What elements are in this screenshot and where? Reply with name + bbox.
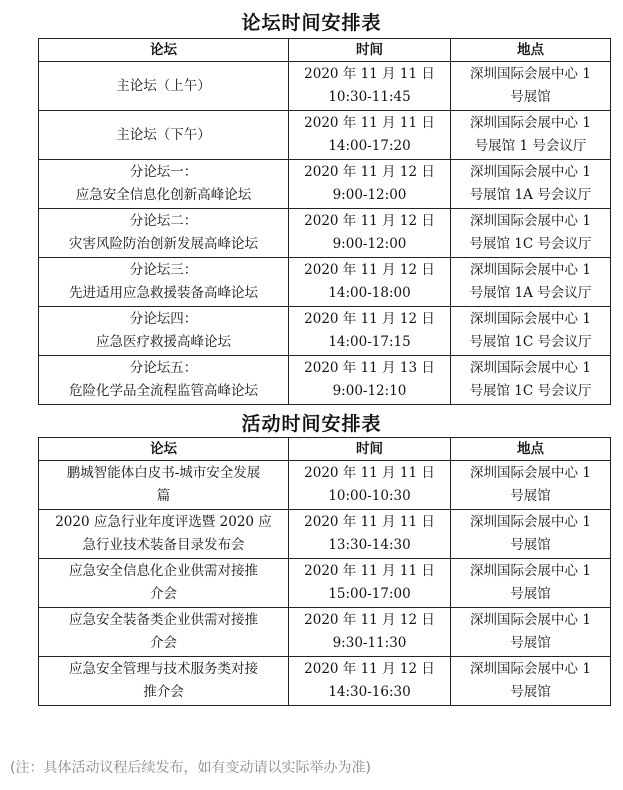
- cell-time-line: 2020 年 11 月 12 日: [304, 311, 435, 327]
- cell-time-line: 10:30-11:45: [328, 89, 411, 105]
- cell-time: [289, 209, 451, 258]
- header-time: 时间: [289, 39, 451, 62]
- table-row: [39, 657, 611, 706]
- cell-forum-line: 介会: [150, 635, 177, 651]
- cell-time-line: 2020 年 11 月 11 日: [304, 514, 435, 530]
- cell-place: [451, 209, 611, 258]
- cell-place-line: 深圳国际会展中心 1: [470, 66, 591, 82]
- cell-place-line: 号展馆 1A 号会议厅: [469, 285, 592, 301]
- cell-place-line: 号展馆 1A 号会议厅: [469, 187, 592, 203]
- cell-place-line: 深圳国际会展中心 1: [470, 115, 591, 131]
- table-row: [39, 209, 611, 258]
- cell-place-line: 深圳国际会展中心 1: [470, 465, 591, 481]
- cell-place-line: 深圳国际会展中心 1: [470, 360, 591, 376]
- cell-forum: [39, 608, 289, 657]
- cell-time: [289, 461, 451, 510]
- cell-place: [451, 307, 611, 356]
- cell-forum: [39, 209, 289, 258]
- cell-place: [451, 461, 611, 510]
- cell-forum-line: 介会: [150, 586, 177, 602]
- cell-time-line: 10:00-10:30: [328, 488, 411, 504]
- table-header-row: [39, 438, 611, 461]
- cell-forum: [39, 559, 289, 608]
- header-forum: 论坛: [39, 39, 289, 62]
- cell-forum-line: 2020 应急行业年度评选暨 2020 应: [55, 514, 272, 530]
- cell-place: [451, 111, 611, 160]
- cell-forum-line: 鹏城智能体白皮书-城市安全发展: [66, 465, 261, 481]
- cell-time: [289, 307, 451, 356]
- cell-forum: [39, 510, 289, 559]
- table-row: [39, 461, 611, 510]
- cell-forum: [39, 461, 289, 510]
- forum-table-title: 论坛时间安排表: [241, 12, 382, 34]
- cell-time-line: 9:00-12:00: [332, 236, 407, 252]
- cell-forum-line: 分论坛四：: [129, 311, 198, 327]
- cell-time-line: 9:30-11:30: [332, 635, 407, 651]
- cell-forum: [39, 657, 289, 706]
- cell-time-line: 2020 年 11 月 12 日: [304, 164, 435, 180]
- cell-time-line: 14:00-17:20: [328, 138, 411, 154]
- cell-time-line: 2020 年 11 月 12 日: [304, 661, 435, 677]
- cell-time-line: 2020 年 11 月 11 日: [304, 66, 435, 82]
- header-place: 地点: [451, 438, 611, 461]
- cell-place-line: 号展馆 1C 号会议厅: [469, 383, 592, 399]
- cell-place: [451, 356, 611, 405]
- cell-forum-line: 分论坛一：: [129, 164, 198, 180]
- cell-place-line: 号展馆: [510, 89, 551, 105]
- cell-place-line: 号展馆 1 号会议厅: [474, 138, 587, 154]
- table-row: [39, 258, 611, 307]
- cell-forum-line: 应急安全管理与技术服务类对接: [69, 661, 258, 677]
- cell-time: [289, 510, 451, 559]
- table-header-row: [39, 39, 611, 62]
- cell-forum-line: 分论坛二：: [129, 213, 198, 229]
- cell-time-line: 2020 年 11 月 11 日: [304, 563, 435, 579]
- cell-place: [451, 160, 611, 209]
- table-row: [39, 356, 611, 405]
- header-time: 时间: [289, 438, 451, 461]
- table-row: [39, 160, 611, 209]
- cell-time-line: 2020 年 11 月 11 日: [304, 115, 435, 131]
- cell-place: [451, 258, 611, 307]
- cell-time: [289, 356, 451, 405]
- cell-time-line: 2020 年 11 月 12 日: [304, 262, 435, 278]
- cell-forum-line: 分论坛三：: [129, 262, 198, 278]
- table-row: [39, 510, 611, 559]
- cell-place-line: 号展馆: [510, 586, 551, 602]
- cell-place-line: 深圳国际会展中心 1: [470, 311, 591, 327]
- cell-place-line: 号展馆 1C 号会议厅: [469, 334, 592, 350]
- cell-forum-line: 危险化学品全流程监管高峰论坛: [69, 383, 258, 399]
- cell-time-line: 13:30-14:30: [328, 537, 411, 553]
- table-row: [39, 559, 611, 608]
- footnote: (注：具体活动议程后续发布，如有变动请以实际举办为准): [10, 760, 371, 776]
- cell-place-line: 深圳国际会展中心 1: [470, 563, 591, 579]
- cell-forum-line: 灾害风险防治创新发展高峰论坛: [69, 236, 258, 252]
- header-forum: 论坛: [39, 438, 289, 461]
- cell-time-line: 15:00-17:00: [328, 586, 411, 602]
- cell-place-line: 深圳国际会展中心 1: [470, 213, 591, 229]
- cell-forum-line: 急行业技术装备目录发布会: [82, 537, 245, 553]
- cell-time-line: 9:00-12:00: [332, 187, 407, 203]
- cell-forum: [39, 111, 289, 160]
- cell-place: [451, 62, 611, 111]
- cell-forum-line: 应急安全信息化创新高峰论坛: [75, 187, 252, 203]
- cell-forum-line: 主论坛（下午）: [116, 126, 211, 143]
- cell-place: [451, 608, 611, 657]
- cell-time: [289, 559, 451, 608]
- cell-time-line: 14:00-17:15: [328, 334, 411, 350]
- cell-time-line: 2020 年 11 月 12 日: [304, 612, 435, 628]
- table-row: [39, 111, 611, 160]
- cell-time: [289, 111, 451, 160]
- cell-forum-line: 推介会: [143, 684, 184, 700]
- cell-time: [289, 160, 451, 209]
- cell-time: [289, 258, 451, 307]
- cell-forum-line: 应急安全装备类企业供需对接推: [69, 612, 258, 628]
- cell-forum-line: 篇: [156, 488, 171, 504]
- cell-place-line: 深圳国际会展中心 1: [470, 612, 591, 628]
- cell-place-line: 深圳国际会展中心 1: [470, 661, 591, 677]
- cell-place-line: 号展馆: [510, 488, 551, 504]
- cell-forum-line: 应急安全信息化企业供需对接推: [69, 563, 258, 579]
- cell-time-line: 2020 年 11 月 12 日: [304, 213, 435, 229]
- cell-place-line: 深圳国际会展中心 1: [470, 164, 591, 180]
- cell-place-line: 号展馆: [510, 537, 551, 553]
- cell-time-line: 2020 年 11 月 13 日: [304, 360, 435, 376]
- cell-time: [289, 657, 451, 706]
- activity-table-title: 活动时间安排表: [241, 413, 382, 435]
- forum-schedule-table: [38, 38, 611, 405]
- cell-place-line: 深圳国际会展中心 1: [470, 262, 591, 278]
- cell-forum-line: 分论坛五：: [129, 360, 198, 376]
- cell-time-line: 14:00-18:00: [328, 285, 411, 301]
- table-row: [39, 608, 611, 657]
- cell-place-line: 号展馆: [510, 684, 551, 700]
- cell-place: [451, 657, 611, 706]
- cell-forum: [39, 62, 289, 111]
- cell-place-line: 深圳国际会展中心 1: [470, 514, 591, 530]
- cell-forum-line: 应急医疗救援高峰论坛: [96, 334, 231, 350]
- cell-place: [451, 510, 611, 559]
- activity-schedule-table: [38, 437, 611, 706]
- cell-time-line: 14:30-16:30: [328, 684, 411, 700]
- cell-forum-line: 先进适用应急救援装备高峰论坛: [69, 285, 258, 301]
- cell-time-line: 9:00-12:10: [332, 383, 407, 399]
- cell-time: [289, 62, 451, 111]
- table-row: [39, 62, 611, 111]
- cell-forum: [39, 258, 289, 307]
- cell-forum: [39, 160, 289, 209]
- cell-place-line: 号展馆 1C 号会议厅: [469, 236, 592, 252]
- cell-time-line: 2020 年 11 月 11 日: [304, 465, 435, 481]
- cell-place: [451, 559, 611, 608]
- table-row: [39, 307, 611, 356]
- cell-forum: [39, 307, 289, 356]
- cell-time: [289, 608, 451, 657]
- cell-place-line: 号展馆: [510, 635, 551, 651]
- header-place: 地点: [451, 39, 611, 62]
- cell-forum: [39, 356, 289, 405]
- cell-forum-line: 主论坛（上午）: [116, 77, 211, 94]
